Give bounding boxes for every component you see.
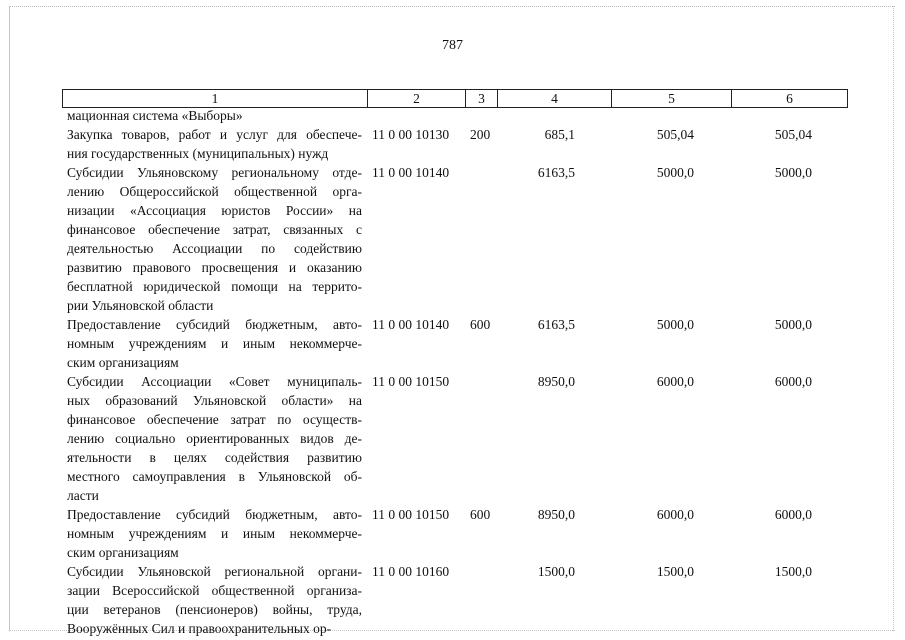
row-expense-type: 600 [470, 317, 491, 332]
row-value-col6: 505,04 [774, 127, 812, 142]
description-line: номным учреждениям и иным некоммерче- [67, 336, 362, 351]
column-header-5: 5 [612, 90, 732, 108]
table-row [0, 125, 905, 163]
description-line: деятельностью Ассоциации по содействию [67, 241, 362, 256]
description-line: Закупка товаров, работ и услуг для обеспече- [67, 127, 362, 142]
row-value-col5: 1500,0 [656, 564, 694, 579]
row-description [67, 106, 362, 125]
row-value-col4: 1500,0 [537, 564, 575, 579]
row-description [67, 315, 362, 372]
description-line: Предоставление субсидий бюджетным, авто- [67, 317, 362, 332]
description-line: мационная система «Выборы» [67, 108, 243, 123]
description-line: ятельности в целях содействия развитию [67, 450, 362, 465]
row-value-col5: 505,04 [656, 127, 694, 142]
row-target-code: 11 0 00 10150 [372, 374, 450, 389]
row-value-col6: 5000,0 [774, 317, 812, 332]
column-header-4: 4 [498, 90, 612, 108]
row-value-col5: 6000,0 [656, 374, 694, 389]
column-header-3: 3 [466, 90, 498, 108]
description-line: Субсидии Ульяновскому региональному отде- [67, 165, 362, 180]
description-line: ния государственных (муниципальных) нужд [67, 146, 329, 161]
row-expense-type: 200 [470, 127, 491, 142]
column-header-row [63, 90, 848, 108]
row-target-code: 11 0 00 10130 [372, 127, 450, 142]
row-target-code: 11 0 00 10150 [372, 507, 450, 522]
table-row [0, 562, 905, 638]
row-target-code: 11 0 00 10140 [372, 317, 450, 332]
description-line: низации «Ассоциация юристов России» на [67, 203, 362, 218]
row-value-col4: 8950,0 [537, 507, 575, 522]
row-description [67, 125, 362, 163]
description-line: финансовое обеспечение затрат по осуществ- [67, 412, 362, 427]
description-line: ским организациям [67, 545, 179, 560]
description-line: Вооружённых Сил и правоохранительных ор- [67, 621, 332, 636]
description-line: Предоставление субсидий бюджетным, авто- [67, 507, 362, 522]
table-row [0, 163, 905, 315]
row-expense-type: 600 [470, 507, 491, 522]
table-row [0, 372, 905, 505]
scan-edge-top [10, 6, 895, 7]
row-target-code: 11 0 00 10160 [372, 564, 450, 579]
description-line: рии Ульяновской области [67, 298, 214, 313]
column-header-2: 2 [368, 90, 466, 108]
row-value-col4: 8950,0 [537, 374, 575, 389]
description-line: Субсидии Ульяновской региональной органи- [67, 564, 362, 579]
description-line: лению Общероссийской общественной орга- [67, 184, 362, 199]
row-value-col5: 5000,0 [656, 165, 694, 180]
description-line: развитию правового просвещения и оказанию [67, 260, 362, 275]
row-value-col6: 1500,0 [774, 564, 812, 579]
row-value-col5: 6000,0 [656, 507, 694, 522]
page-number: 787 [442, 38, 463, 53]
description-line: зации Всероссийской общественной организа- [67, 583, 362, 598]
row-value-col6: 5000,0 [774, 165, 812, 180]
row-value-col5: 5000,0 [656, 317, 694, 332]
row-description [67, 505, 362, 562]
column-header-1: 1 [63, 90, 368, 108]
description-line: Субсидии Ассоциации «Совет муниципаль- [67, 374, 362, 389]
description-line: лению социально ориентированных видов де- [67, 431, 362, 446]
description-line: бесплатной юридической помощи на террито- [67, 279, 362, 294]
description-line: ции ветеранов (пенсионеров) войны, труда, [67, 602, 362, 617]
row-description [67, 372, 362, 505]
description-line: местного самоуправления в Ульяновской об- [67, 469, 362, 484]
row-value-col4: 6163,5 [537, 165, 575, 180]
description-line: финансовое обеспечение затрат, связанных с [67, 222, 362, 237]
column-header-6: 6 [732, 90, 848, 108]
description-line: номным учреждениям и иным некоммерче- [67, 526, 362, 541]
row-value-col6: 6000,0 [774, 374, 812, 389]
row-description [67, 562, 362, 638]
row-description [67, 163, 362, 315]
description-line: ским организациям [67, 355, 179, 370]
row-value-col4: 685,1 [544, 127, 575, 142]
description-line: ласти [67, 488, 99, 503]
table-row [0, 315, 905, 372]
table-row [0, 505, 905, 562]
description-line: ных образований Ульяновской области» на [67, 393, 362, 408]
row-value-col6: 6000,0 [774, 507, 812, 522]
row-target-code: 11 0 00 10140 [372, 165, 450, 180]
table-row [0, 106, 905, 125]
row-value-col4: 6163,5 [537, 317, 575, 332]
